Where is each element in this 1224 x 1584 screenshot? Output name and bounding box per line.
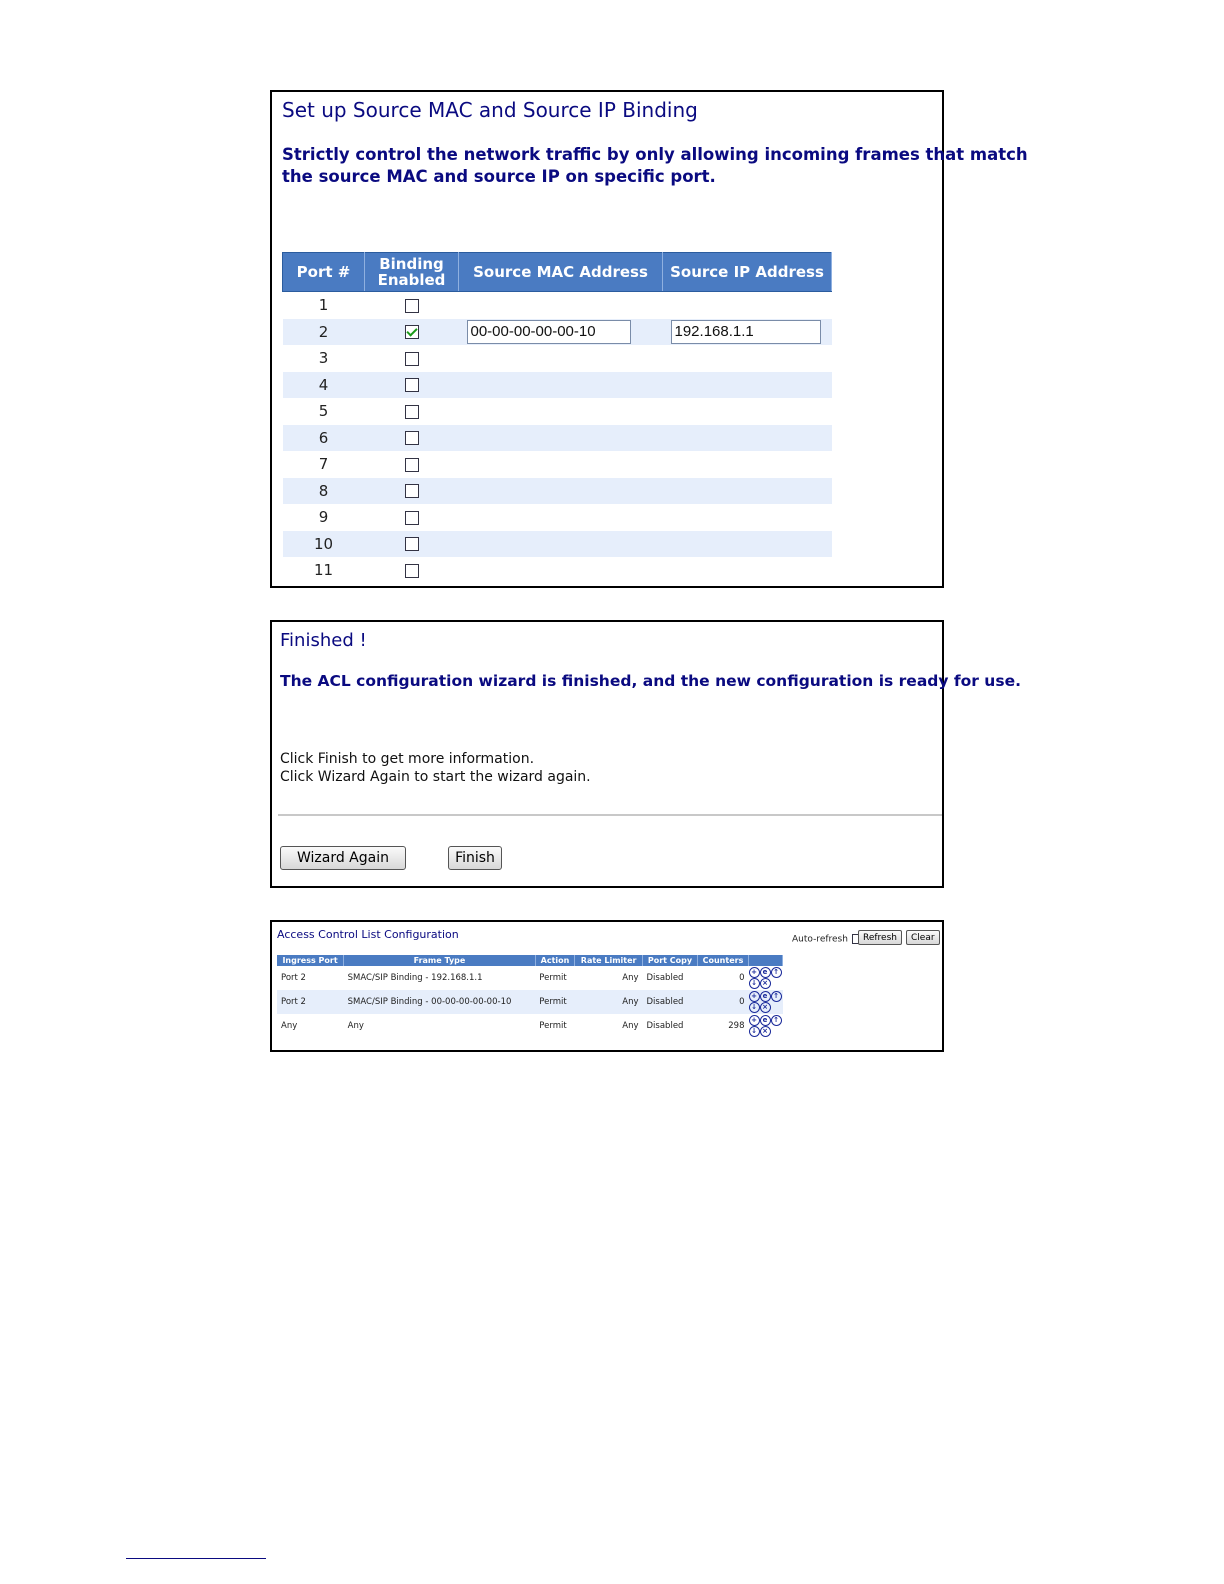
acl-title: Access Control List Configuration [277, 928, 459, 941]
move-down-icon[interactable]: ↓ [749, 978, 760, 989]
counters: 0 [697, 966, 748, 990]
binding-row [283, 531, 832, 558]
port-number: 8 [283, 478, 365, 505]
col-binding-line2: Enabled [377, 271, 446, 289]
acl-row [277, 990, 783, 1014]
col-source-ip: Source IP Address [663, 253, 832, 292]
port-number: 10 [283, 531, 365, 558]
action: Permit [535, 990, 574, 1014]
edit-icon[interactable]: e [760, 991, 771, 1002]
binding-row [283, 451, 832, 478]
binding-panel [270, 90, 1028, 588]
ingress-port: Any [277, 1014, 344, 1038]
binding-row [283, 398, 832, 425]
binding-enabled-checkbox[interactable] [405, 378, 419, 392]
col-ingress-port: Ingress Port [277, 955, 344, 966]
binding-table [282, 252, 832, 584]
port-copy: Disabled [643, 1014, 698, 1038]
binding-row [283, 372, 832, 399]
acl-table [277, 955, 783, 1038]
binding-enabled-checkbox[interactable] [405, 458, 419, 472]
divider [278, 814, 942, 816]
binding-enabled-checkbox[interactable] [405, 511, 419, 525]
move-up-icon[interactable]: ↑ [771, 991, 782, 1002]
auto-refresh [792, 934, 862, 945]
binding-enabled-checkbox[interactable] [405, 431, 419, 445]
port-copy: Disabled [643, 966, 698, 990]
action: Permit [535, 1014, 574, 1038]
acl-table-header [277, 955, 783, 966]
edit-icon[interactable]: e [760, 1015, 771, 1026]
col-rate-limiter: Rate Limiter [575, 955, 643, 966]
binding-table-header [283, 253, 832, 292]
row-actions [749, 1014, 783, 1038]
col-binding-line1: Binding [379, 255, 444, 273]
binding-row [283, 425, 832, 452]
counters: 298 [697, 1014, 748, 1038]
binding-row [283, 557, 832, 584]
col-binding-enabled [365, 253, 459, 292]
finish-button[interactable]: Finish [448, 846, 502, 870]
binding-enabled-checkbox[interactable] [405, 325, 419, 339]
binding-enabled-checkbox[interactable] [405, 564, 419, 578]
binding-enabled-checkbox[interactable] [405, 484, 419, 498]
port-number: 5 [283, 398, 365, 425]
ingress-port: Port 2 [277, 966, 344, 990]
col-source-mac: Source MAC Address [459, 253, 663, 292]
wizard-again-button[interactable]: Wizard Again [280, 846, 406, 870]
acl-row [277, 966, 783, 990]
source-ip-input[interactable] [671, 320, 821, 344]
port-copy: Disabled [643, 990, 698, 1014]
delete-icon[interactable]: × [760, 1002, 771, 1013]
col-actions [749, 955, 783, 966]
binding-row [283, 504, 832, 531]
rate-limiter: Any [575, 990, 643, 1014]
ingress-port: Port 2 [277, 990, 344, 1014]
col-port: Port # [283, 253, 365, 292]
binding-row [283, 478, 832, 505]
rate-limiter: Any [575, 966, 643, 990]
move-down-icon[interactable]: ↓ [749, 1002, 760, 1013]
move-up-icon[interactable]: ↑ [771, 967, 782, 978]
binding-row [283, 319, 832, 346]
col-frame-type: Frame Type [344, 955, 536, 966]
binding-enabled-checkbox[interactable] [405, 299, 419, 313]
port-number: 2 [283, 319, 365, 346]
acl-panel [270, 920, 944, 1052]
binding-title: Set up Source MAC and Source IP Binding [282, 98, 698, 122]
insert-icon[interactable]: + [749, 1015, 760, 1026]
move-down-icon[interactable]: ↓ [749, 1026, 760, 1037]
binding-row [283, 345, 832, 372]
auto-refresh-label: Auto-refresh [792, 934, 848, 945]
action: Permit [535, 966, 574, 990]
refresh-button[interactable]: Refresh [858, 930, 902, 945]
edit-icon[interactable]: e [760, 967, 771, 978]
delete-icon[interactable]: × [760, 1026, 771, 1037]
port-number: 9 [283, 504, 365, 531]
clear-button[interactable]: Clear [906, 930, 940, 945]
move-up-icon[interactable]: ↑ [771, 1015, 782, 1026]
binding-desc-line1: Strictly control the network traffic by only allowing incoming frames that match [282, 145, 1028, 164]
finished-panel [270, 620, 1021, 888]
col-counters: Counters [697, 955, 748, 966]
port-number: 7 [283, 451, 365, 478]
counters: 0 [697, 990, 748, 1014]
binding-row [283, 292, 832, 319]
frame-type: SMAC/SIP Binding - 192.168.1.1 [344, 966, 536, 990]
frame-type: SMAC/SIP Binding - 00-00-00-00-00-10 [344, 990, 536, 1014]
finished-info-line1: Click Finish to get more information. [280, 751, 535, 767]
col-port-copy: Port Copy [643, 955, 698, 966]
frame-type: Any [344, 1014, 536, 1038]
binding-desc-line2: the source MAC and source IP on specific port. [282, 167, 716, 186]
port-number: 3 [283, 345, 365, 372]
finished-info-line2: Click Wizard Again to start the wizard again. [280, 769, 591, 785]
port-number: 6 [283, 425, 365, 452]
port-number: 11 [283, 557, 365, 584]
col-action: Action [535, 955, 574, 966]
source-mac-input[interactable] [467, 320, 631, 344]
insert-icon[interactable]: + [749, 967, 760, 978]
rate-limiter: Any [575, 1014, 643, 1038]
binding-description [282, 144, 1028, 188]
acl-row [277, 1014, 783, 1038]
delete-icon[interactable]: × [760, 978, 771, 989]
port-number: 1 [283, 292, 365, 319]
row-actions [749, 966, 783, 990]
port-number: 4 [283, 372, 365, 399]
finished-info [280, 750, 591, 786]
finished-title: Finished ! [280, 630, 367, 651]
binding-enabled-checkbox[interactable] [405, 405, 419, 419]
binding-enabled-checkbox[interactable] [405, 537, 419, 551]
insert-icon[interactable]: + [749, 991, 760, 1002]
binding-enabled-checkbox[interactable] [405, 352, 419, 366]
footnote-rule [126, 1558, 266, 1559]
row-actions [749, 990, 783, 1014]
finished-description: The ACL configuration wizard is finished, and the new configuration is ready for use. [280, 672, 1021, 690]
